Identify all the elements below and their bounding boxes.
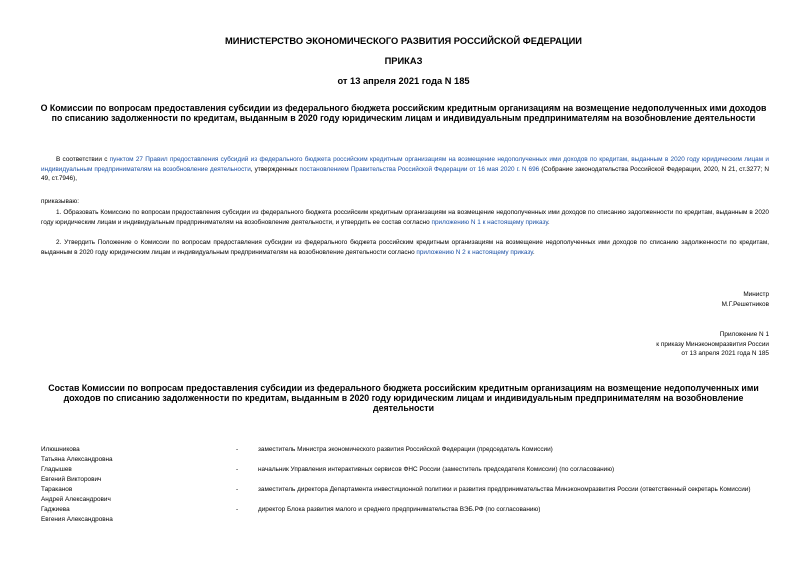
member-given-name: Татьяна Александровна [41, 455, 113, 463]
member-surname: Илюшникова [41, 446, 80, 453]
composition-title-line: Состав Комиссии по вопросам предоставления субсидии из федерального бюджета российским кредитным организациям на возмещение недополученных ими [48, 383, 759, 393]
doc-title [0, 103, 807, 123]
order-item-end: . [547, 218, 550, 226]
member-surname: Гладышев [41, 466, 72, 473]
preamble-paragraph [41, 155, 769, 184]
member-surname: Гаджиева [41, 506, 70, 513]
member-given-name: Евгений Викторович [41, 475, 102, 483]
order-item-2 [41, 238, 769, 257]
member-dash: - [236, 506, 239, 513]
government-decree-link[interactable]: постановлением Правительства Российской Федерации от 16 мая 2020 г. N 696 [299, 165, 540, 173]
doc-type-heading: ПРИКАЗ [384, 56, 423, 66]
signature-block [722, 290, 769, 309]
appendix-number: Приложение N 1 [719, 331, 769, 338]
member-name [41, 445, 221, 464]
member-role: начальник Управления интерактивных сервисов ФНС России (заместитель председателя Комиссии) (по согласованию) [258, 466, 615, 473]
preamble-text: В соответствии с [56, 156, 110, 163]
doc-date-number: от 13 апреля 2021 года N 185 [337, 76, 470, 86]
doc-title-line: по списанию задолженности по кредитам, выданным в 2020 году юридическим лицам и индивидуальным предпринимателям на возобновление деятельности [51, 113, 756, 124]
preamble-text: (Собрание законодательства Российской Федерации, 2020, N 21, ст.3277; N 49, ст.7946), [41, 165, 769, 183]
appendix-date: от 13 апреля 2021 года N 185 [681, 350, 769, 358]
member-given-name: Евгения Александровна [41, 515, 113, 523]
appendix-2-link[interactable]: приложению N 2 к настоящему приказу [416, 248, 533, 256]
member-dash: - [236, 446, 239, 453]
composition-title-line: деятельности [373, 403, 434, 414]
member-name [41, 465, 221, 484]
appendix-1-link[interactable]: приложению N 1 к настоящему приказу [431, 218, 548, 226]
doc-title-line: О Комиссии по вопросам предоставления субсидии из федерального бюджета российским кредитным организациям на возмещение недополученных ими доходов [40, 103, 767, 113]
order-item-text: 2. Утвердить Положение о Комиссии по вопросам предоставления субсидии из федерального бюджета российским кредитным организациям на возмещение недополученных ими доходов по списанию задолженности по кредитам, выданным в 2020 году юридическим лицам и индивидуальным предпринимателям на возобновление деятельности согласно [41, 239, 769, 256]
appendix-reference: к приказу Минэкономразвития России [656, 340, 769, 348]
signature-name: М.Г.Решетников [721, 300, 769, 308]
preamble-text: , утвержденных [250, 165, 300, 173]
composition-title-line: доходов по списанию задолженности по кредитам, выданным в 2020 году юридическим лицам и индивидуальным предпринимателям на возобновление [63, 393, 744, 404]
composition-title [0, 383, 807, 414]
member-given-name: Андрей Александрович [41, 495, 111, 503]
ministry-heading: МИНИСТЕРСТВО ЭКОНОМИЧЕСКОГО РАЗВИТИЯ РОССИЙСКОЙ ФЕДЕРАЦИИ [225, 36, 582, 46]
order-item-text: 1. Образовать Комиссию по вопросам предоставления субсидии из федерального бюджета российским кредитным организациям на возмещение недополученных ими доходов по списанию задолженности по кредитам, выданным в 2020 году юридическим лицам и индивидуальным предпринимателям на возобновление деятельности, и утвердить ее состав согласно [41, 209, 769, 226]
member-role: заместитель директора Департамента инвестиционной политики и развития предпринимательства Минэкономразвития России (ответственный секретарь Комиссии) [258, 486, 751, 493]
member-name [41, 485, 221, 504]
signature-position: Министр [743, 291, 769, 298]
order-item-1 [41, 208, 769, 227]
member-role: заместитель Министра экономического развития Российской Федерации (председатель Комиссии) [258, 446, 553, 453]
member-dash: - [236, 466, 239, 473]
rules-link[interactable]: пунктом 27 Правил предоставления субсидий из федерального бюджета российским кредитным организациям на возмещение недополученных ими доходов по кредитам, выданным в 2020 году юридическим лицам и индивидуальным предпринимателям на возобновление деятельности [41, 156, 770, 173]
member-dash: - [236, 486, 239, 493]
member-surname: Тараканов [41, 486, 73, 493]
appendix-block [656, 330, 769, 359]
order-item-end: . [532, 248, 535, 256]
order-word: приказываю: [41, 198, 79, 205]
member-name [41, 505, 221, 524]
member-role: директор Блока развития малого и среднего предпринимательства ВЭБ.РФ (по согласованию) [258, 506, 541, 513]
